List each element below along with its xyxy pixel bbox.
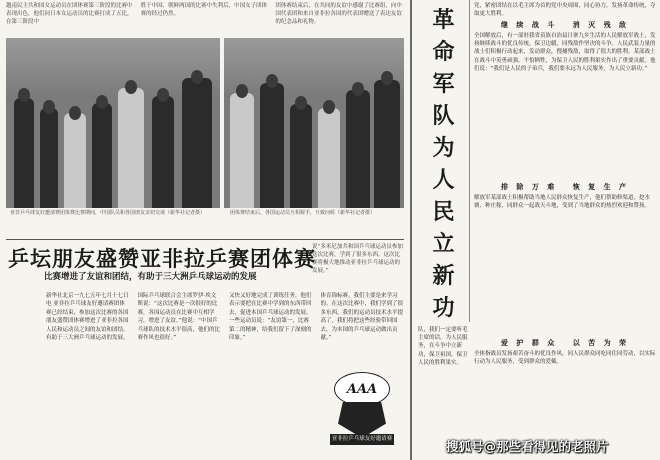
body-column: 国际乒乓球联合会主席罗伊·埃文斯说：“这次比赛是一次很好的比赛，各国运动员在比赛中互相学习，增进了友谊。”他说：“中国乒乓球队的技术水平很高，他们的比赛作风也很好。” xyxy=(137,293,221,342)
watermark: 搜狐号@那些看得见的老照片 xyxy=(446,439,609,454)
top-article-text xyxy=(6,2,404,36)
slogan-char: 人 xyxy=(432,167,455,193)
slogan-char: 命 xyxy=(432,39,455,65)
photo-handshake-line xyxy=(224,38,404,208)
top-text-column: 胜于中国、朝鲜两国的比赛中失利后，中国女子团体赛的经过仍然。 xyxy=(140,3,268,17)
aaa-logo: AAA xyxy=(334,372,390,406)
headline: 乒坛朋友盛赞亚非拉乒赛团体赛 xyxy=(8,246,316,271)
section-text: 解放军某部战士积极帮助当地人民群众恢复生产，他们帮助修渠道、挖水塘、种庄稼，同群众一起战天斗地，受到了当地群众的热烈欢迎和赞扬。 xyxy=(474,195,651,210)
section-title: 排 除 万 难 恢 复 生 产 xyxy=(500,183,630,191)
intro-text: 说“多米尼加共和国乒乓球运动员参加这次比赛，学到了很多东西。这次比赛将极大地推动亚非拉乒乓球运动的发展。” xyxy=(312,244,403,274)
right-intro-text: 党，紧密团结在以毛主席为首的党中央周围，同心协力，发扬革命传统，夺取更大胜利。 xyxy=(474,3,656,18)
slogan-char: 功 xyxy=(432,295,455,321)
section-title: 继 续 战 斗 消 灭 残 敌 xyxy=(500,21,630,29)
emblem-icon xyxy=(338,402,386,438)
slogan-char: 队 xyxy=(432,103,455,129)
slogan-char: 立 xyxy=(432,231,455,257)
top-text-column: 团体赛结束后，在共同的友谊中感谢了比赛组，向中国代表团和来自亚非拉各国的代表团赠送了表达友谊的纪念品和礼物。 xyxy=(275,3,402,25)
slogan-char: 新 xyxy=(432,263,455,289)
side-strip-text: 队，我们一定要听毛主席的话，为人民服务，在斗争中立新功，保卫祖国，保卫人民的胜利果实。 xyxy=(418,327,468,366)
body-column: 新华社北京一九七五年七月十七日电 亚非拉乒乓球友好邀请赛团体赛已经结束，参加这次比赛的各国朋友盛赞团体赛增进了亚非拉各国人民和运动员之间的友谊和团结，有助于三大洲乒乓球运动的发展。 xyxy=(46,293,129,342)
section-text: 全体指战员发扬艰苦奋斗的优良作风，同人民群众同吃同住同劳动，以实际行动为人民服务，受到群众的爱戴。 xyxy=(474,351,656,366)
top-text-column: 越南民主共和国女运动员在团体赛第三阶段的比赛中表现出色，他们同日本女运动员的比赛打成了五比，在第三阶段中 xyxy=(6,3,133,25)
emblem-plate: 亚非拉乒乓球友好邀请赛 xyxy=(330,434,394,445)
slogan-char: 革 xyxy=(432,7,455,33)
subheadline: 比赛增进了友谊和团结，有助于三大洲乒乓球运动的发展 xyxy=(44,272,257,282)
column-divider xyxy=(410,0,412,460)
slogan-char: 为 xyxy=(432,135,455,161)
slogan-char: 民 xyxy=(432,199,455,225)
photo-caption: 亚非乒乓球友好邀请赛团体赛比赛期间，中国队员和各国朋友亲切交谈（新华社记者摄） xyxy=(10,210,206,216)
photo-players-greeting xyxy=(6,38,220,208)
photo-caption: 团体赛结束后，各国运动员互相握手，互致问候（新华社记者摄） xyxy=(230,210,376,216)
right-column xyxy=(474,0,656,460)
slogan-char: 军 xyxy=(432,71,455,97)
divider xyxy=(6,239,404,240)
section-text: 全国解放后，有一部驻我省苗族自治县日寨九乡生活的人民解放军战士，发扬继续战斗的优良传统，保卫边疆，同残敌作坚决的斗争。人民武装力量的战士们积极行动起来，发动群众，搜捕残敌，取得了很大的胜利。某部战士在战斗中英勇顽强，不怕牺牲，为保卫人民的胜利果实作出了重要贡献。他们说：“我们是人民的子弟兵，我们要永远为人民服务，为人民立新功。” xyxy=(474,33,656,72)
body-column: 体育锦标赛。我们主要是来学习的。在这次比赛中，我们学到了很多东西，我们的运动员技术水平提高了，我们将把这些经验带回国去，为本国的乒乓球运动做出贡献。” xyxy=(320,293,404,342)
vertical-slogan xyxy=(418,0,470,322)
section-title: 爱 护 群 众 以 苦 为 荣 xyxy=(500,339,630,347)
tournament-emblem xyxy=(330,372,394,446)
body-column: 又快又好地完成了训练任务，他们表示要把在比赛中学到的东西带回去，促进本国乒乓球运动的发展。一些运动员说：“友谊第一，比赛第二的精神，给我们留下了深刻的印象。” xyxy=(229,293,312,342)
